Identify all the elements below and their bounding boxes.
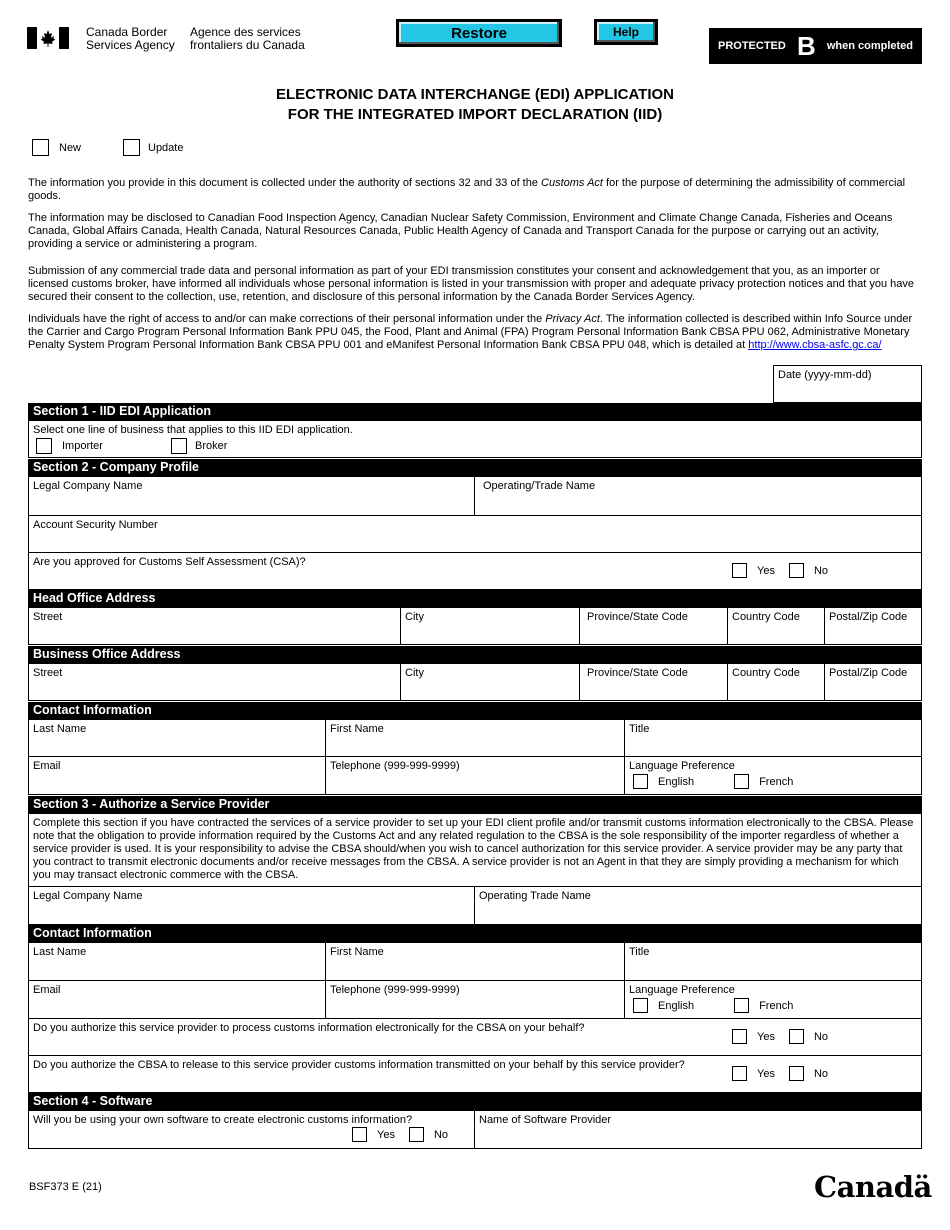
business-office-street-field[interactable]: Street [28,663,401,701]
importer-checkbox[interactable] [36,438,52,454]
sp-email-field[interactable]: Email [28,980,326,1019]
contact-language-options[interactable]: English French [633,774,793,789]
own-software-no-checkbox[interactable] [409,1127,424,1142]
privacy-paragraph-2: The information may be disclosed to Canadian Food Inspection Agency, Canadian Nuclear Safety Commission, Environment and Climate Change Canada, Fisheries and Oceans Canada, Global Affairs Canada, Health Canada, Natural Resources Canada, Public Health Agency of Canada and Transport Canada for the purpose or carrying out an activity, providing a service or administering a program. [28,212,893,250]
authorize-release-no-checkbox[interactable] [789,1066,804,1081]
agency-name-fr: Agence des services frontaliers du Canada [190,25,305,52]
french-checkbox[interactable] [734,774,749,789]
authorize-release-yes-checkbox[interactable] [732,1066,747,1081]
sp-language-options[interactable]: English French [633,998,793,1013]
csa-yes-no[interactable]: Yes No [732,563,828,578]
english-checkbox[interactable] [633,774,648,789]
business-office-province-field[interactable]: Province/State Code [579,663,728,701]
sp-contact-header: Contact Information [28,925,922,942]
contact-title-field[interactable]: Title [624,719,922,757]
authorize-process-question: Do you authorize this service provider to process customs information electronically for the CBSA on your behalf? [28,1018,922,1056]
head-office-street-field[interactable]: Street [28,607,401,645]
help-button[interactable]: Help [594,19,658,45]
authorize-release-question: Do you authorize the CBSA to release to this service provider customs information transmitted on your behalf by this service provider? [28,1055,922,1093]
sp-legal-company-name-field[interactable]: Legal Company Name [28,886,475,925]
sp-language-field: Language Preference [624,980,922,1019]
contact-telephone-field[interactable]: Telephone (999-999-9999) [325,756,625,795]
form-title-line2: FOR THE INTEGRATED IMPORT DECLARATION (IID) [287,106,663,123]
contact-last-name-field[interactable]: Last Name [28,719,326,757]
privacy-paragraph-3: Submission of any commercial trade data and personal information as part of your EDI transmission constitutes your consent and acknowledgement that you, as an importer or licensed customs broker, have informed all individuals whose personal information is listed in your transmission with proper and adequate privacy protection notices and that you have secured their consent to the collection, use, retention, and disclosure of this personal information by the Canada Border Services Agency. [28,265,914,303]
own-software-yes-checkbox[interactable] [352,1127,367,1142]
section2-header: Section 2 - Company Profile [28,459,922,476]
contact-header: Contact Information [28,702,922,719]
section1-header: Section 1 - IID EDI Application [28,403,922,420]
sp-french-checkbox[interactable] [734,998,749,1013]
business-office-postal-field[interactable]: Postal/Zip Code [824,663,922,701]
new-checkbox[interactable] [32,139,49,156]
date-field[interactable]: Date (yyyy-mm-dd) [773,365,922,403]
agency-name-en: Canada Border Services Agency [86,25,175,52]
head-office-header: Head Office Address [28,590,922,607]
head-office-province-field[interactable]: Province/State Code [579,607,728,645]
section3-header: Section 3 - Authorize a Service Provider [28,796,922,813]
contact-language-field: Language Preference [624,756,922,795]
own-software-yes-no[interactable]: Yes No [352,1127,448,1142]
authorize-process-no-checkbox[interactable] [789,1029,804,1044]
csa-no-checkbox[interactable] [789,563,804,578]
broker-checkbox[interactable] [171,438,187,454]
business-office-city-field[interactable]: City [400,663,580,701]
head-office-city-field[interactable]: City [400,607,580,645]
update-option[interactable]: Update [123,139,183,156]
csa-question-row: Are you approved for Customs Self Assessment (CSA)? [28,552,922,590]
authorize-process-yes-checkbox[interactable] [732,1029,747,1044]
trade-name-field[interactable]: Operating/Trade Name [474,476,922,516]
protected-b-banner: PROTECTED B when completed [709,28,922,64]
sp-last-name-field[interactable]: Last Name [28,942,326,981]
privacy-paragraph-1: The information you provide in this document is collected under the authority of sections 32 and 33 of the Customs Act for the purpose of determining the admissibility of commercial goods. [28,177,906,202]
contact-first-name-field[interactable]: First Name [325,719,625,757]
section4-header: Section 4 - Software [28,1093,922,1110]
business-office-country-field[interactable]: Country Code [727,663,825,701]
legal-company-name-field[interactable]: Legal Company Name [28,476,475,516]
importer-option[interactable]: Importer [36,438,103,454]
software-provider-field[interactable]: Name of Software Provider [474,1110,922,1149]
account-security-number-field[interactable]: Account Security Number [28,515,922,553]
new-option[interactable]: New [32,139,81,156]
sp-telephone-field[interactable]: Telephone (999-999-9999) [325,980,625,1019]
head-office-postal-field[interactable]: Postal/Zip Code [824,607,922,645]
update-checkbox[interactable] [123,139,140,156]
authorize-release-yes-no[interactable]: Yes No [732,1066,828,1081]
sp-first-name-field[interactable]: First Name [325,942,625,981]
own-software-question: Will you be using your own software to create electronic customs information? [28,1110,475,1149]
sp-title-field[interactable]: Title [624,942,922,981]
broker-option[interactable]: Broker [171,438,227,454]
form-number: BSF373 E (21) [29,1181,102,1193]
contact-email-field[interactable]: Email [28,756,326,795]
sp-english-checkbox[interactable] [633,998,648,1013]
privacy-paragraph-4: Individuals have the right of access to and/or can make corrections of their personal information under the Privacy Act. The information collected is described within Info Source under the Carrier and Cargo Program Personal Information Bank PPU 045, the Food, Plant and Animal (FPA) Program Personal Information Bank CBSA PPU 062, Administrative Monetary Penalty System Program Personal Information Bank CBSA PPU 001 and eManifest Personal Information Bank CBSA PPU 048, which is detailed at http://www.cbsa-asfc.gc.ca/ [28,313,913,351]
section1-body: Select one line of business that applies to this IID EDI application. [28,420,922,458]
csa-yes-checkbox[interactable] [732,563,747,578]
canada-wordmark: Canadä [814,1170,932,1204]
form-title-line1: ELECTRONIC DATA INTERCHANGE (EDI) APPLICATION [275,86,675,103]
section3-description: Complete this section if you have contracted the services of a service provider to set up your EDI client profile and/or transmit customs information electronically to the CBSA. Please note that the obligation to provide information required by the Customs Act and any related regulation to the CBSA is the sole responsibility of the importer regardless of whether a service provider is used. It is your responsibility to advise the CBSA should/when you wish to cancel authorization for this service provider. A service provider may be any party that you contract to transmit electronic documents and/or receive messages from the CBSA. A service provider is not an Agent in that they are simply providing a mechanism for which you may transact electronic commerce with the CBSA. [28,813,922,887]
sp-trade-name-field[interactable]: Operating Trade Name [474,886,922,925]
head-office-country-field[interactable]: Country Code [727,607,825,645]
business-office-header: Business Office Address [28,646,922,663]
authorize-process-yes-no[interactable]: Yes No [732,1029,828,1044]
canada-flag-icon [27,27,69,49]
restore-button[interactable]: Restore [396,19,562,47]
cbsa-website-link[interactable]: http://www.cbsa-asfc.gc.ca/ [748,339,882,351]
